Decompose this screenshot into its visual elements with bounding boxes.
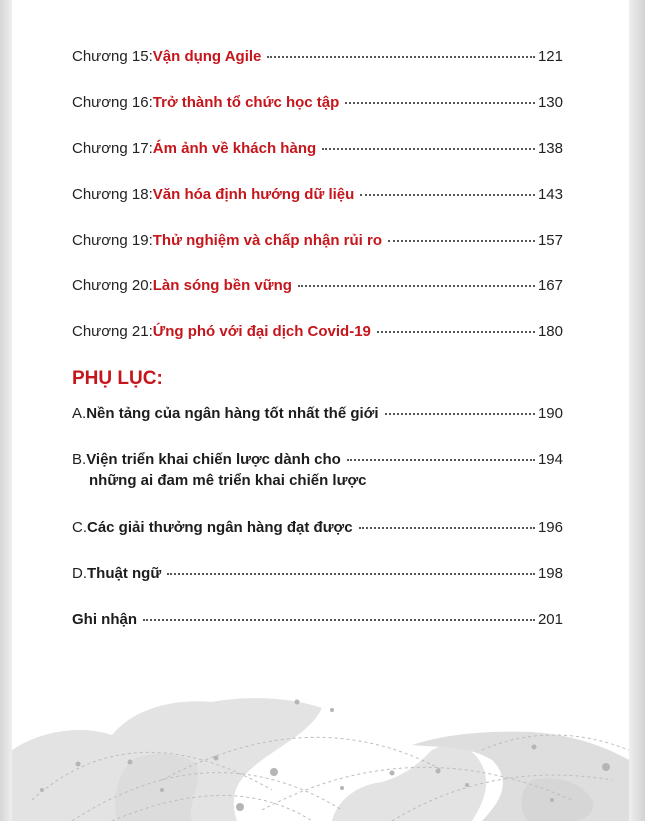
chapter-label: Chương 16: <box>72 94 153 111</box>
toc-entry-chapter-16[interactable] <box>72 94 563 116</box>
page-number: 121 <box>537 48 563 65</box>
toc-entry-appendix-b[interactable] <box>72 451 563 473</box>
toc-entry-chapter-17[interactable] <box>72 140 563 162</box>
toc-entry-appendix-c[interactable] <box>72 519 563 541</box>
chapter-title: Ám ảnh về khách hàng <box>152 140 317 157</box>
dot-leader <box>167 573 535 575</box>
page-number: 190 <box>537 405 563 422</box>
appendix-label: C. <box>72 519 87 536</box>
chapter-title: Thử nghiệm và chấp nhận rủi ro <box>152 232 382 249</box>
chapter-label: Chương 19: <box>72 232 153 249</box>
appendix-label: B. <box>72 451 87 468</box>
chapter-title: Văn hóa định hướng dữ liệu <box>152 186 355 203</box>
appendix-heading: PHỤ LỤC: <box>72 368 163 389</box>
dot-leader <box>143 619 535 621</box>
dot-leader <box>388 240 535 242</box>
toc-entry-chapter-18[interactable] <box>72 186 563 208</box>
appendix-title: Các giải thưởng ngân hàng đạt được <box>87 519 353 536</box>
chapter-title: Ứng phó với đại dịch Covid-19 <box>152 323 371 340</box>
appendix-title: Nền tảng của ngân hàng tốt nhất thế giới <box>86 405 379 422</box>
appendix-title: Viện triển khai chiến lược dành cho <box>86 451 341 468</box>
chapter-label: Chương 21: <box>72 323 153 340</box>
chapter-label: Chương 18: <box>72 186 153 203</box>
chapter-title: Trở thành tổ chức học tập <box>152 94 340 111</box>
page-number: 198 <box>537 565 563 582</box>
appendix-label: A. <box>72 405 87 422</box>
page-number: 157 <box>537 232 563 249</box>
page-number: 180 <box>537 323 563 340</box>
toc-entry-chapter-21[interactable] <box>72 323 563 345</box>
appendix-label: D. <box>72 565 87 582</box>
toc-entry-chapter-19[interactable] <box>72 232 563 254</box>
dot-leader <box>377 331 535 333</box>
dot-leader <box>347 459 535 461</box>
chapter-label: Chương 17: <box>72 140 153 157</box>
page-number: 130 <box>537 94 563 111</box>
world-map-decoration <box>12 690 629 821</box>
page-number: 194 <box>537 451 563 468</box>
toc-entry-appendix-d[interactable] <box>72 565 563 587</box>
dot-leader <box>267 56 535 58</box>
appendix-title-continuation: những ai đam mê triển khai chiến lược <box>89 472 367 489</box>
chapter-title: Làn sóng bền vững <box>152 277 292 294</box>
dot-leader <box>345 102 535 104</box>
dot-leader <box>385 413 535 415</box>
chapter-title: Vận dụng Agile <box>152 48 262 65</box>
page-number: 201 <box>537 611 563 628</box>
page-number: 196 <box>537 519 563 536</box>
toc-entry-chapter-15[interactable] <box>72 48 563 70</box>
page-number: 167 <box>537 277 563 294</box>
dot-leader <box>360 194 535 196</box>
page-shadow-right <box>629 0 645 821</box>
chapter-label: Chương 20: <box>72 277 153 294</box>
dot-leader <box>359 527 535 529</box>
toc-entry-acknowledgement[interactable] <box>72 611 563 633</box>
toc-entry-appendix-a[interactable] <box>72 405 563 427</box>
book-page <box>12 0 629 821</box>
dot-leader <box>322 148 535 150</box>
toc-entry-chapter-20[interactable] <box>72 277 563 299</box>
page-shadow-left <box>0 0 12 821</box>
page-number: 143 <box>537 186 563 203</box>
dot-leader <box>298 285 535 287</box>
appendix-title: Thuật ngữ <box>87 565 162 582</box>
chapter-label: Chương 15: <box>72 48 153 65</box>
acknowledgement-title: Ghi nhận <box>72 611 137 628</box>
page-number: 138 <box>537 140 563 157</box>
